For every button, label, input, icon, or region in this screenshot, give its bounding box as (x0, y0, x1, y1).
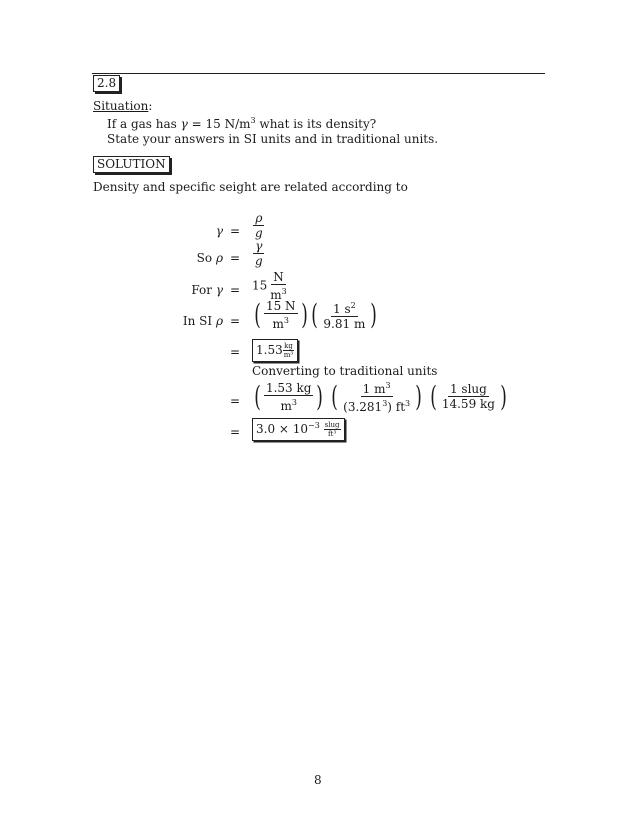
eq4-rhs: ( $\frac{15 N}{m^3}$ ) ( $\frac{1 s^2}{9.81 m}$ ) (254, 298, 378, 331)
eq1-equals: = (230, 224, 241, 238)
traditional-answer-box: $3.0 \times 10^{-3}$ slug ft³ (252, 418, 345, 441)
eq2-lhs: So ρ (196, 251, 223, 265)
eq3-fraction: $\frac{N}{m^3}$ (270, 270, 287, 302)
situation-label: Situation (93, 99, 149, 113)
eq6-equals: = (230, 394, 241, 408)
eq6-fraction-2: $\frac{1 m^3}{(3.281^3) ft^3}$ (343, 381, 411, 414)
problem-number: 2.8 (97, 76, 117, 90)
eq2-fraction: $\frac{\gamma}{g}$ (255, 239, 263, 268)
situation-heading: Situation: (93, 99, 153, 113)
eq1-rhs (252, 211, 266, 240)
eq7-rhs (252, 418, 345, 441)
eq4-equals: = (230, 314, 241, 328)
eq6-fraction-3: $\frac{\text{1 slug}}{14.59 kg}$ (441, 382, 495, 411)
solution-label: SOLUTION (97, 157, 166, 171)
eq6-fraction-1: $\frac{1.53 kg}{m^3}$ (265, 380, 312, 413)
eq5-equals: = (230, 345, 241, 359)
solution-label-box (93, 156, 170, 173)
converting-text: Converting to traditional units (252, 364, 438, 378)
eq3-equals: = (230, 283, 241, 297)
eq4-fraction-2: $\frac{1 s^2}{9.81 m}$ (323, 301, 366, 331)
eq3-rhs: 15 $\frac{N}{m^3}$ (252, 270, 287, 302)
problem-number-box (93, 75, 120, 92)
solution-intro: Density and specific seight are related according to (93, 180, 408, 194)
eq2-equals: = (230, 251, 241, 265)
situation-line-2: State your answers in SI units and in traditional units. (107, 132, 439, 146)
page-number: 8 (314, 773, 322, 787)
top-rule (92, 73, 545, 74)
eq6-rhs: ( $\frac{1.53 kg}{m^3}$ ) ( $\frac{1 m^3}{(3.281^3) ft^3}$ ) ( $\frac{\text{1 slug}}{14.59 kg}$ ) (254, 379, 507, 414)
eq4-fraction-1: $\frac{15 N}{m^3}$ (265, 299, 296, 331)
eq2-rhs (252, 239, 266, 268)
eq5-rhs (252, 339, 298, 362)
situation-line-1: If a gas has γ = 15 $N/m^3$ what is its density? (107, 116, 377, 131)
eq1-fraction: $\frac{\rho}{g}$ (255, 211, 263, 240)
si-answer-box: 1.53 $\frac{kg}{\text{m³}}$ (252, 339, 298, 362)
eq7-equals: = (230, 425, 241, 439)
eq4-lhs: In SI ρ (182, 314, 223, 328)
eq1-lhs: γ (215, 224, 223, 238)
eq3-lhs: For γ (191, 283, 223, 297)
